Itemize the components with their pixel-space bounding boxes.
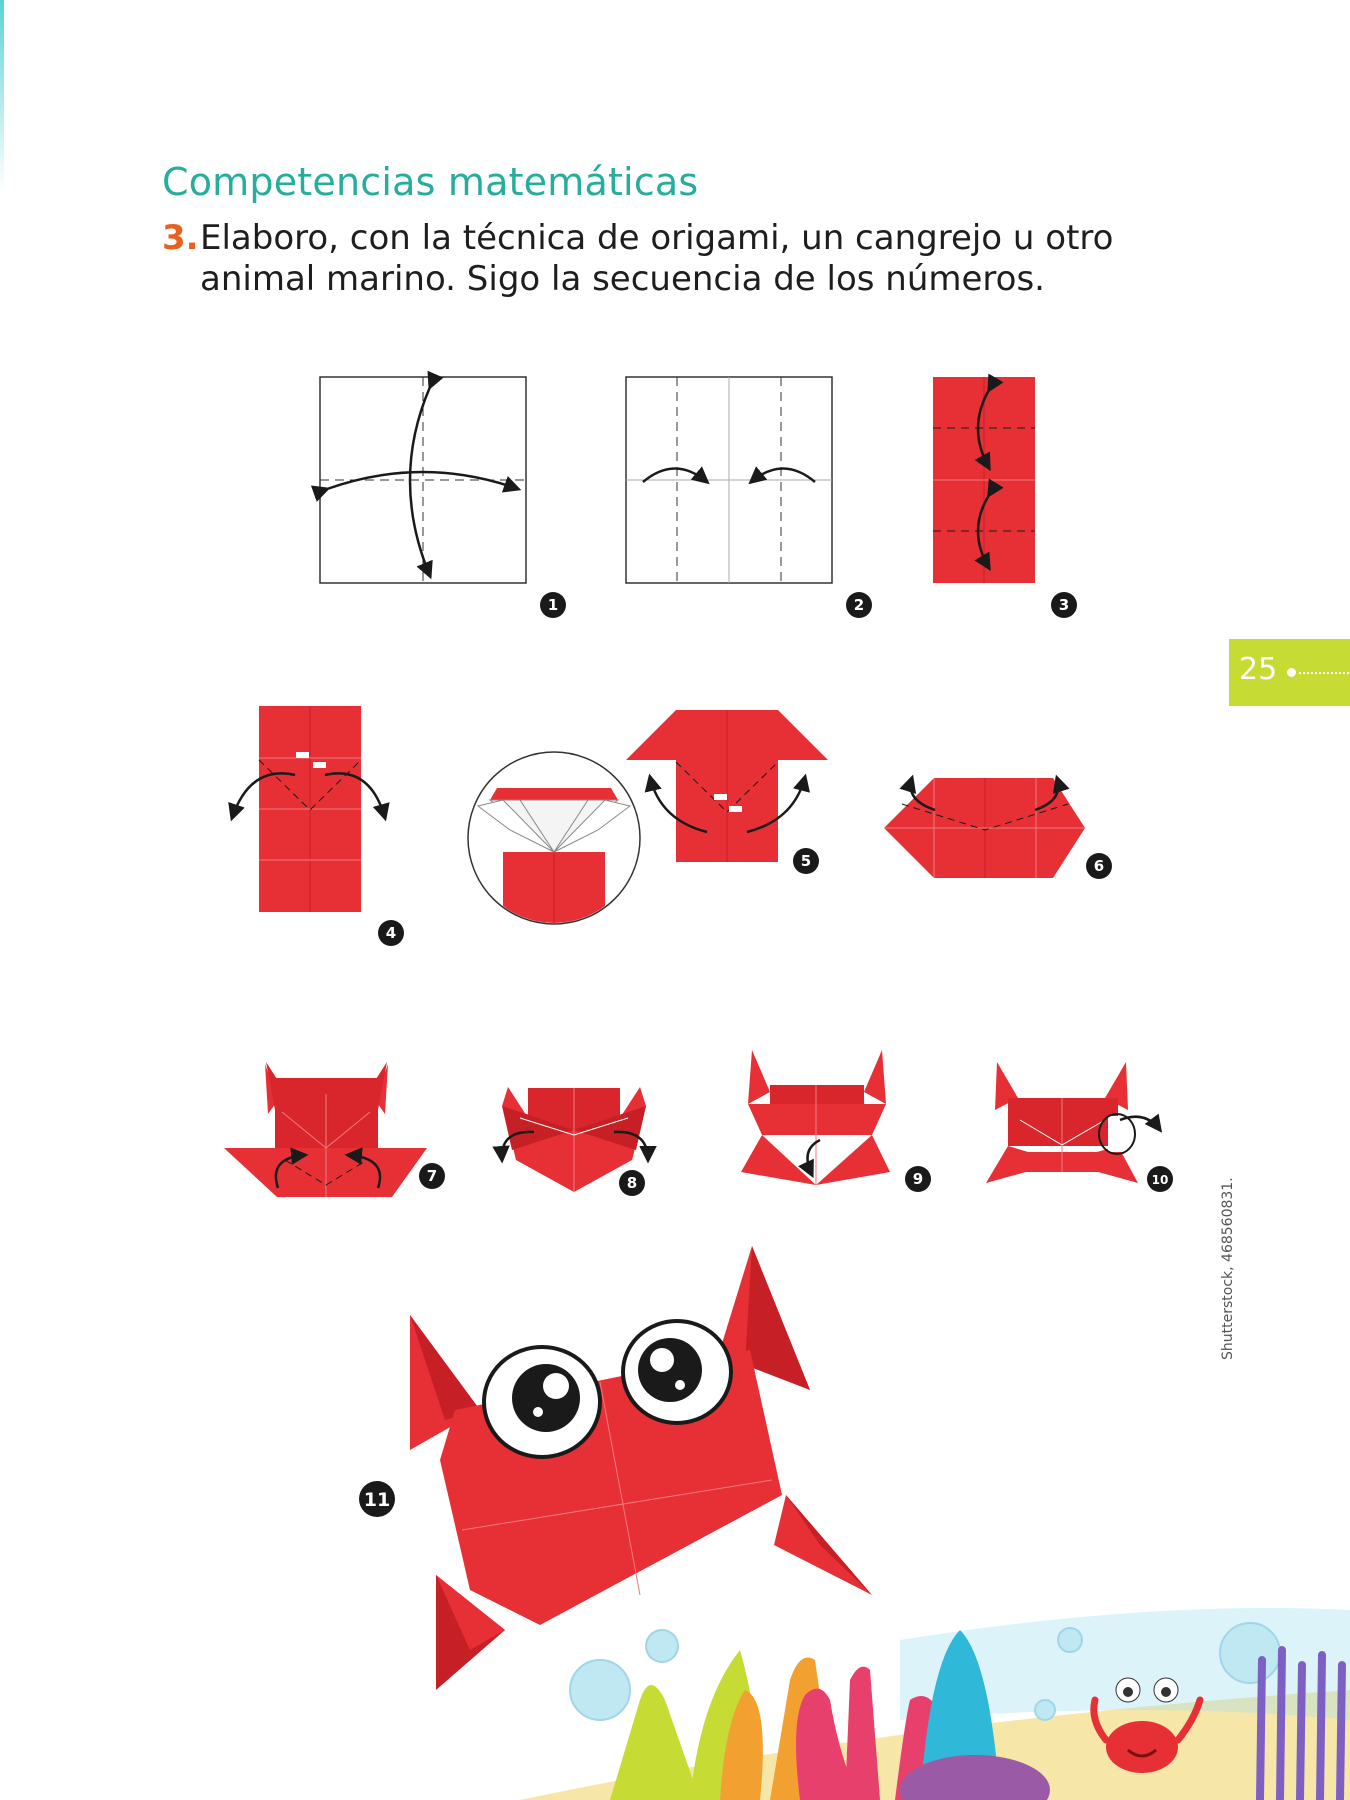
svg-text:6: 6	[1093, 857, 1105, 875]
step-5-detail-circle	[468, 752, 640, 942]
svg-text:9: 9	[912, 1170, 924, 1188]
svg-text:7: 7	[426, 1167, 438, 1185]
svg-text:5: 5	[800, 852, 812, 870]
step-9-diagram	[741, 1050, 890, 1185]
step-badge-11	[359, 1481, 395, 1517]
step-4-diagram	[232, 706, 385, 912]
image-credit: Shutterstock, 468560831.	[1220, 1177, 1236, 1360]
step-badge-8	[619, 1170, 645, 1196]
step-5-diagram	[626, 710, 828, 862]
svg-text:1: 1	[547, 596, 559, 614]
svg-text:8: 8	[626, 1174, 638, 1192]
svg-text:2: 2	[853, 596, 865, 614]
exercise-text: Elaboro, con la técnica de origami, un cangrejo u otro animal marino. Sigo la secuencia de los números.	[200, 218, 1114, 299]
step-badge-2	[846, 592, 872, 618]
step-badge-4	[378, 920, 404, 946]
step-badge-10	[1147, 1166, 1173, 1192]
step-badge-1	[540, 592, 566, 618]
step-badge-9	[905, 1166, 931, 1192]
step-6-diagram	[884, 778, 1085, 878]
step-11-crab	[410, 1246, 872, 1690]
step-3-diagram	[933, 377, 1035, 583]
sea-bottom-illustration	[520, 1608, 1350, 1800]
exercise-number: 3.	[162, 218, 199, 258]
svg-text:11: 11	[363, 1489, 391, 1511]
step-1-diagram	[320, 377, 526, 583]
step-10-diagram	[986, 1062, 1160, 1183]
step-badge-7	[419, 1163, 445, 1189]
step-badge-6	[1086, 853, 1112, 879]
step-badge-3	[1051, 592, 1077, 618]
step-badge-5	[793, 848, 819, 874]
svg-text:3: 3	[1058, 596, 1070, 614]
step-7-diagram	[224, 1062, 427, 1197]
svg-text:10: 10	[1151, 1173, 1169, 1187]
step-2-diagram	[626, 377, 832, 583]
page-number: 25	[1239, 652, 1278, 687]
svg-text:4: 4	[385, 924, 397, 942]
section-title: Competencias matemáticas	[162, 160, 699, 204]
